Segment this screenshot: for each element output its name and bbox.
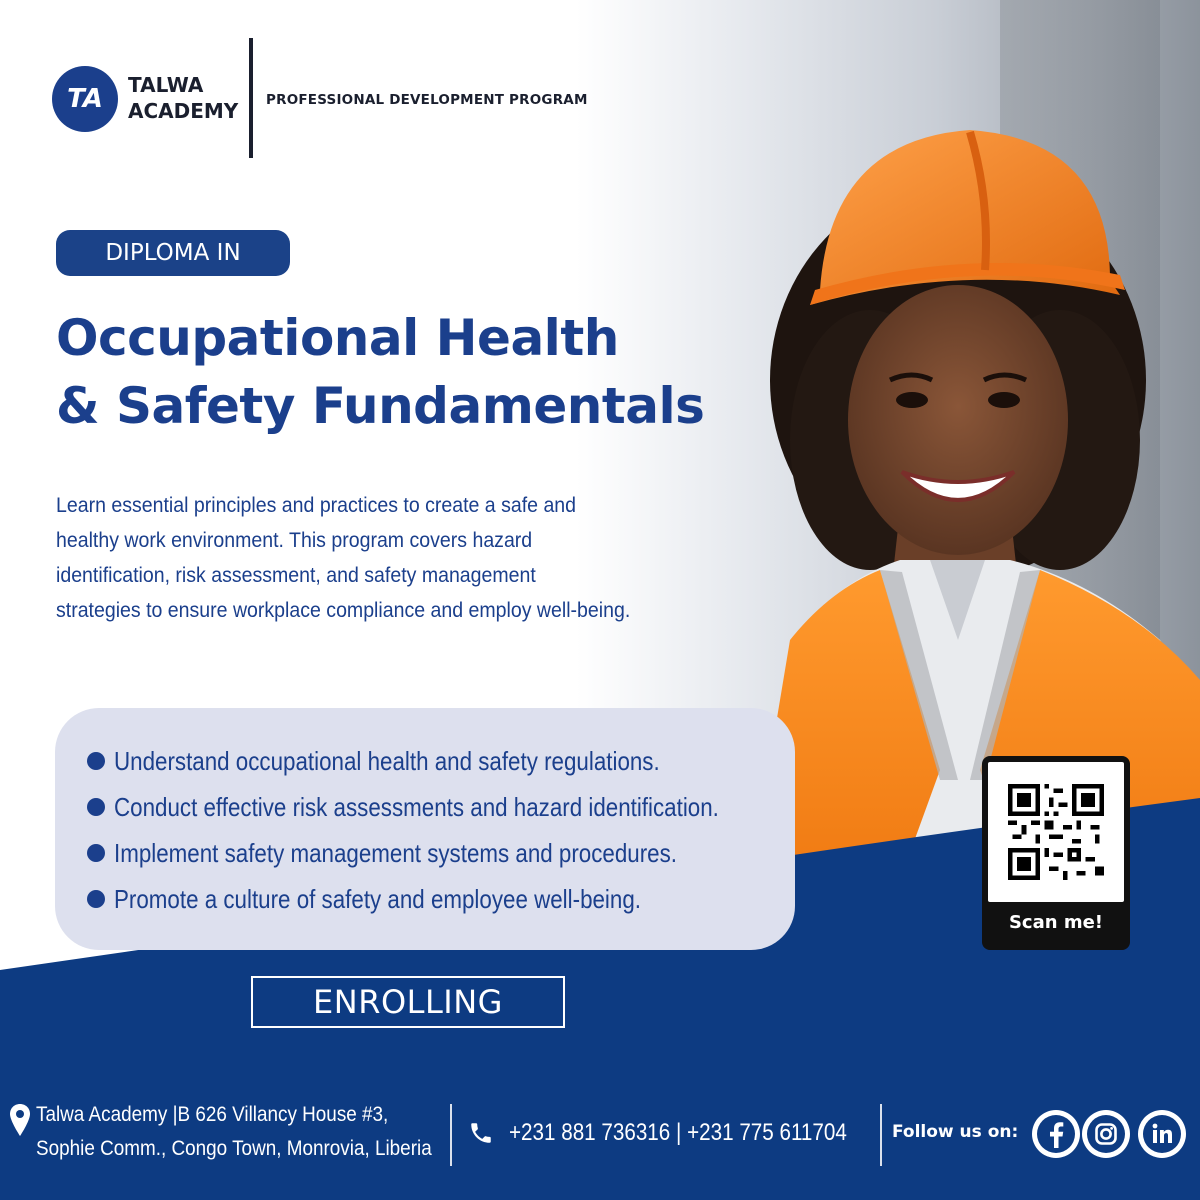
outcome-text: Promote a culture of safety and employee well-being. <box>114 883 641 914</box>
course-description <box>56 488 661 628</box>
follow-us-label: Follow us on: <box>892 1122 1019 1142</box>
header-divider <box>249 38 253 158</box>
bullet-dot-icon <box>87 890 105 908</box>
footer-divider <box>450 1104 452 1166</box>
linkedin-icon <box>1138 1110 1186 1158</box>
instagram-icon <box>1082 1110 1130 1158</box>
outcome-item <box>87 876 795 922</box>
description-line: identification, risk assessment, and safety management <box>56 564 536 587</box>
address-line1: Talwa Academy |B 626 Villancy House #3, <box>36 1103 389 1126</box>
outcome-text: Implement safety management systems and procedures. <box>114 837 678 868</box>
bullet-dot-icon <box>87 798 105 816</box>
phone-icon <box>468 1120 494 1146</box>
phone-numbers: +231 881 736316 | +231 775 611704 <box>509 1119 847 1146</box>
footer-divider <box>880 1104 882 1166</box>
qr-code-card[interactable] <box>982 756 1130 950</box>
academy-logo: TA <box>52 66 118 132</box>
qr-code-icon <box>1008 784 1104 880</box>
program-label: PROFESSIONAL DEVELOPMENT PROGRAM <box>266 92 588 108</box>
outcome-item <box>87 784 795 830</box>
course-title-line2: & Safety Fundamentals <box>56 377 705 435</box>
description-line: healthy work environment. This program covers hazard <box>56 529 533 552</box>
outcomes-box <box>55 708 795 950</box>
academy-name-line1: TALWA <box>128 73 204 97</box>
description-line: Learn essential principles and practices to create a safe and <box>56 494 577 517</box>
outcome-text: Conduct effective risk assessments and hazard identification. <box>114 791 719 822</box>
linkedin-link[interactable] <box>1138 1110 1186 1158</box>
academy-name <box>128 72 238 124</box>
academy-name-line2: ACADEMY <box>128 99 239 123</box>
instagram-link[interactable] <box>1082 1110 1130 1158</box>
bullet-dot-icon <box>87 752 105 770</box>
footer-address <box>36 1098 432 1166</box>
outcome-item <box>87 738 795 784</box>
enrolling-button[interactable]: ENROLLING <box>251 976 565 1028</box>
qr-label: Scan me! <box>1008 911 1104 933</box>
course-title-line1: Occupational Health <box>56 309 619 367</box>
location-pin-icon <box>9 1103 31 1137</box>
facebook-link[interactable] <box>1032 1110 1080 1158</box>
description-line: strategies to ensure workplace compliance and employ well-being. <box>56 599 631 622</box>
outcome-text: Understand occupational health and safety regulations. <box>114 745 660 776</box>
bullet-dot-icon <box>87 844 105 862</box>
outcome-item <box>87 830 795 876</box>
course-title <box>56 304 704 440</box>
qr-code[interactable] <box>988 762 1124 902</box>
facebook-icon <box>1032 1110 1080 1158</box>
diploma-pill: DIPLOMA IN <box>56 230 290 276</box>
address-line2: Sophie Comm., Congo Town, Monrovia, Liberia <box>36 1137 432 1160</box>
